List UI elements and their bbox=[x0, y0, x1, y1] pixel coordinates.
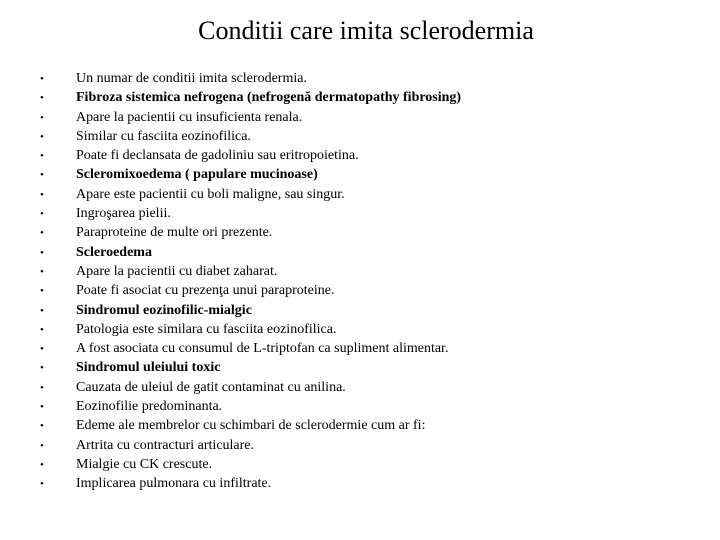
bullet-item bbox=[40, 127, 461, 146]
bullet-icon: • bbox=[40, 458, 44, 471]
bullet-icon: • bbox=[40, 362, 44, 375]
bullet-text: Fibroza sistemica nefrogena (nefrogenă dermatopathy fibrosing) bbox=[76, 90, 462, 106]
bullet-text: Similar cu fasciita eozinofilica. bbox=[76, 128, 251, 144]
bullet-icon: • bbox=[40, 381, 44, 394]
bullet-item bbox=[40, 378, 461, 397]
bullet-text: Scleroedema bbox=[76, 244, 152, 260]
bullet-heading bbox=[40, 358, 461, 377]
bullet-item bbox=[40, 146, 461, 165]
bullet-icon: • bbox=[40, 323, 44, 336]
bullet-text: Apare este pacientii cu boli maligne, sau singur. bbox=[76, 186, 345, 202]
bullet-item bbox=[40, 108, 461, 127]
bullet-icon: • bbox=[40, 478, 44, 491]
bullet-icon: • bbox=[40, 188, 44, 201]
bullet-text: Sindromul eozinofilic-mialgic bbox=[76, 302, 252, 318]
bullet-item bbox=[40, 455, 461, 474]
slide-title: Conditii care imita sclerodermia bbox=[198, 16, 534, 45]
bullet-icon: • bbox=[40, 246, 44, 259]
bullet-icon: • bbox=[40, 208, 44, 221]
bullet-item bbox=[40, 281, 461, 300]
bullet-item bbox=[40, 69, 461, 88]
bullet-item bbox=[40, 339, 461, 358]
bullet-icon: • bbox=[40, 285, 44, 298]
bullet-text: Sindromul uleiului toxic bbox=[76, 360, 221, 376]
bullet-item bbox=[40, 262, 461, 281]
bullet-item bbox=[40, 416, 461, 435]
bullet-icon: • bbox=[40, 227, 44, 240]
bullet-icon: • bbox=[40, 169, 44, 182]
bullet-list bbox=[40, 69, 461, 494]
bullet-text: Poate fi asociat cu prezenţa unui paraproteine. bbox=[76, 283, 335, 299]
bullet-heading bbox=[40, 165, 461, 184]
bullet-icon: • bbox=[40, 420, 44, 433]
bullet-icon: • bbox=[40, 401, 44, 414]
bullet-item bbox=[40, 474, 461, 493]
bullet-text: Edeme ale membrelor cu schimbari de sclerodermie cum ar fi: bbox=[76, 418, 426, 434]
bullet-item bbox=[40, 223, 461, 242]
bullet-heading bbox=[40, 243, 461, 262]
bullet-text: A fost asociata cu consumul de L-triptofan ca supliment alimentar. bbox=[76, 341, 449, 357]
bullet-icon: • bbox=[40, 343, 44, 356]
bullet-text: Poate fi declansata de gadoliniu sau eritropoietina. bbox=[76, 148, 359, 164]
bullet-icon: • bbox=[40, 92, 44, 105]
bullet-text: Un numar de conditii imita sclerodermia. bbox=[76, 71, 307, 86]
bullet-text: Eozinofilie predominanta. bbox=[76, 399, 223, 415]
bullet-text: Implicarea pulmonara cu infiltrate. bbox=[76, 476, 272, 492]
bullet-text: Apare la pacientii cu diabet zaharat. bbox=[76, 263, 278, 279]
bullet-icon: • bbox=[40, 150, 44, 163]
bullet-icon: • bbox=[40, 111, 44, 124]
bullet-text: Patologia este similara cu fasciita eozinofilica. bbox=[76, 321, 337, 337]
bullet-text: Cauzata de uleiul de gatit contaminat cu anilina. bbox=[76, 379, 346, 395]
bullet-icon: • bbox=[40, 304, 44, 317]
bullet-item bbox=[40, 204, 461, 223]
bullet-heading bbox=[40, 301, 461, 320]
bullet-icon: • bbox=[40, 265, 44, 278]
bullet-text: Paraproteine de multe ori prezente. bbox=[76, 225, 273, 241]
bullet-heading bbox=[40, 88, 461, 107]
bullet-text: Ingroşarea pielii. bbox=[76, 206, 171, 222]
bullet-text: Apare la pacientii cu insuficienta renala. bbox=[76, 109, 303, 125]
bullet-icon: • bbox=[40, 439, 44, 452]
bullet-item bbox=[40, 320, 461, 339]
bullet-text: Artrita cu contracturi articulare. bbox=[76, 437, 255, 453]
bullet-item bbox=[40, 185, 461, 204]
bullet-item bbox=[40, 397, 461, 416]
bullet-text: Mialgie cu CK crescute. bbox=[76, 456, 213, 472]
bullet-text: Scleromixoedema ( papulare mucinoase) bbox=[76, 167, 318, 183]
bullet-icon: • bbox=[40, 130, 44, 143]
bullet-item bbox=[40, 436, 461, 455]
bullet-icon: • bbox=[40, 73, 44, 85]
